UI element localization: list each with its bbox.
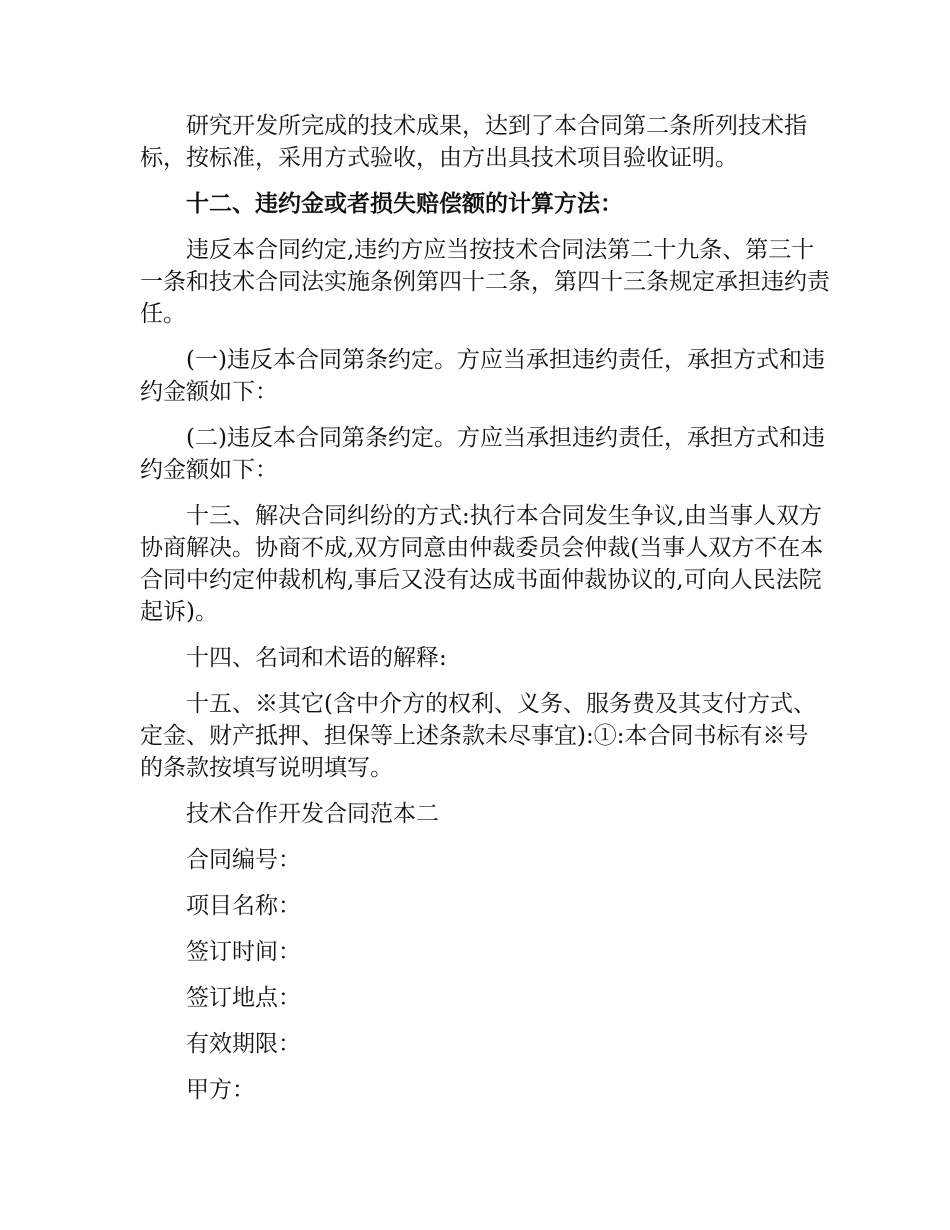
validity-label: 有效期限：	[186, 1031, 301, 1057]
sign-time-label: 签订时间：	[186, 939, 301, 965]
document-page	[140, 110, 830, 1120]
section-14-terms: 十四、名词和术语的解释:	[186, 645, 447, 671]
section-13-dispute: 十三、解决合同纠纷的方式:执行本合同发生争议,由当事人双方协商解决。协商不成,双方同意由仲裁委员会仲裁(当事人双方不在本合同中约定仲裁机构,事后又没有达成书面仲裁协议的,可向人民法院起诉)。	[140, 503, 824, 625]
contract-number-label: 合同编号：	[186, 847, 301, 873]
section-15-other: 十五、※其它(含中介方的权利、义务、服务费及其支付方式、定金、财产抵押、担保等上述条款未尽事宜):①:本合同书标有※号的条款按填写说明填写。	[140, 691, 816, 781]
section-12-heading: 十二、违约金或者损失赔偿额的计算方法：	[186, 190, 623, 217]
breach-item-2: (二)违反本合同第条约定。方应当承担违约责任，承担方式和违约金额如下：	[140, 425, 825, 483]
breach-liability-paragraph: 违反本合同约定,违约方应当按技术合同法第二十九条、第三十一条和技术合同法实施条例第四十二条，第四十三条规定承担违约责任。	[140, 237, 830, 327]
sign-place-label: 签订地点：	[186, 985, 301, 1011]
acceptance-paragraph: 研究开发所完成的技术成果，达到了本合同第二条所列技术指标，按标准，采用方式验收，由方出具技术项目验收证明。	[140, 113, 807, 171]
project-name-label: 项目名称：	[186, 893, 301, 919]
template-title: 技术合作开发合同范本二	[186, 801, 439, 827]
party-a-label: 甲方：	[186, 1077, 255, 1103]
breach-item-1: (一)违反本合同第条约定。方应当承担违约责任，承担方式和违约金额如下：	[140, 347, 825, 405]
